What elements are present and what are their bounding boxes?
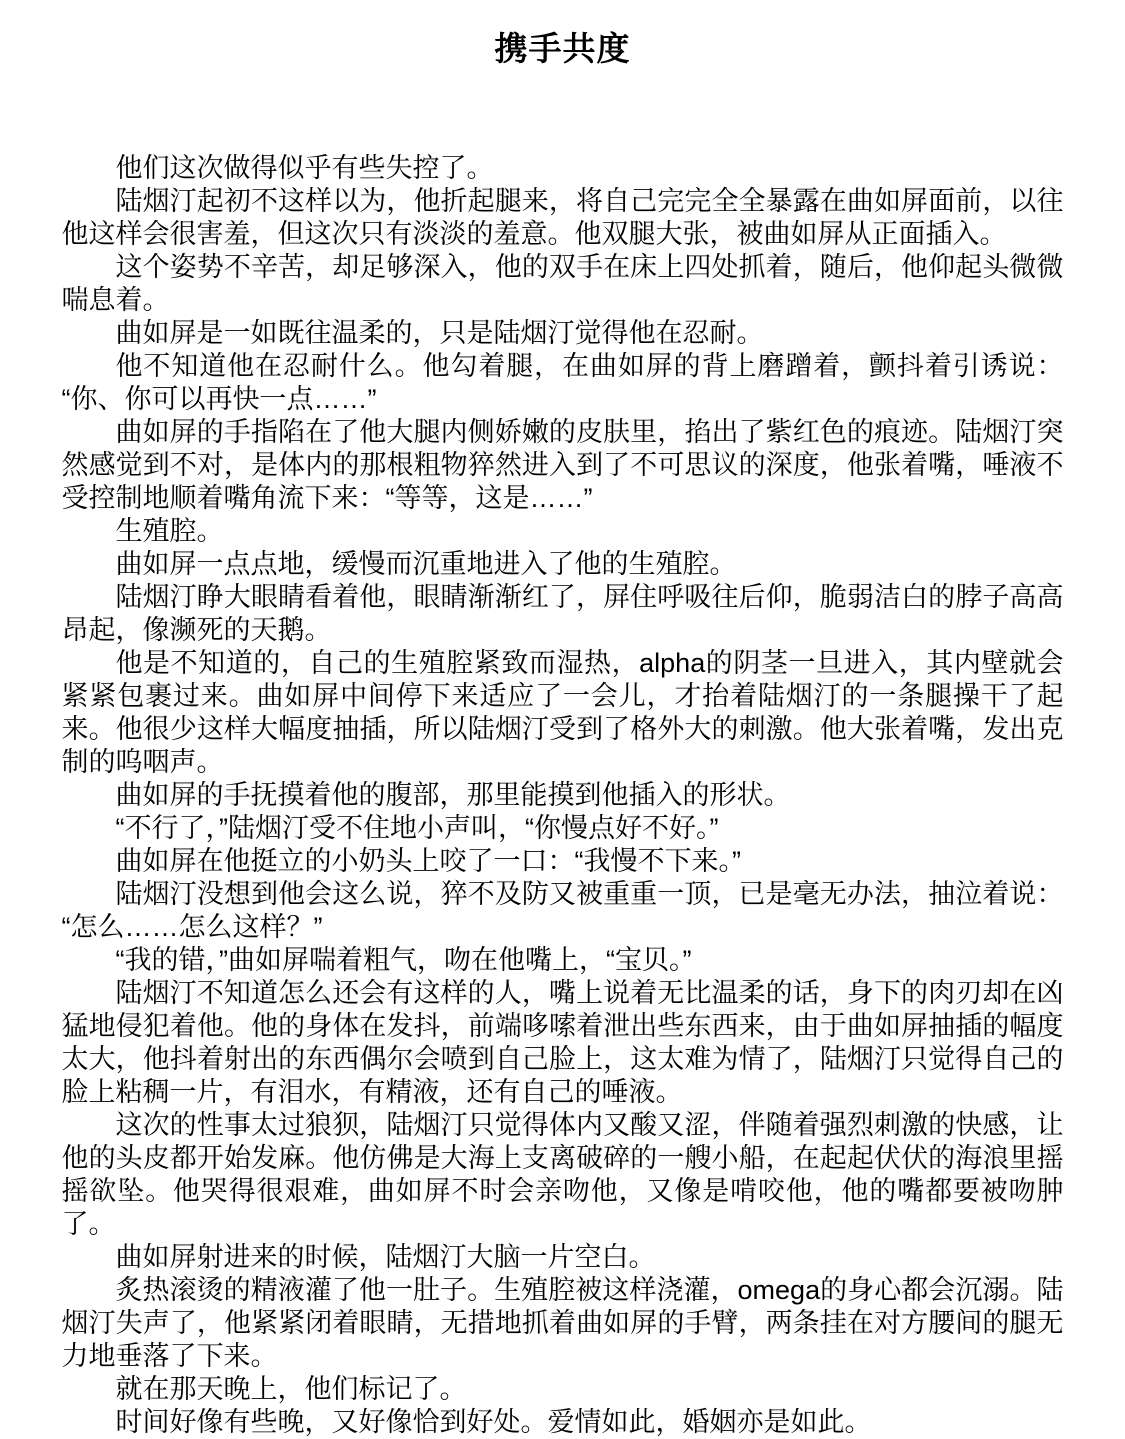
story-paragraph: 曲如屏在他挺立的小奶头上咬了一口：“我慢不下来。”	[115, 846, 741, 876]
story-paragraph: 他是不知道的，自己的生殖腔紧致而湿热，alpha的阴茎一旦进入，其内壁就会紧紧包裹过来。曲如屏中间停下来适应了一会儿，才抬着陆烟汀的一条腿操干了起来。他很少这样大幅度抽插，所以陆烟汀受到了格外大的刺激。他大张着嘴，发出克制的呜咽声。	[61, 648, 1064, 777]
story-paragraph: 曲如屏的手指陷在了他大腿内侧娇嫩的皮肤里，掐出了紫红色的痕迹。陆烟汀突然感觉到不对，是体内的那根粗物猝然进入到了不可思议的深度，他张着嘴，唾液不受控制地顺着嘴角流下来：“等等，这是……”	[61, 417, 1064, 513]
story-paragraph: 生殖腔。	[115, 516, 224, 546]
story-paragraph: 他不知道他在忍耐什么。他勾着腿，在曲如屏的背上磨蹭着，颤抖着引诱说：“你、你可以再快一点……”	[61, 351, 1064, 414]
story-paragraph: 就在那天晚上，他们标记了。	[115, 1374, 467, 1404]
story-paragraph: 曲如屏的手抚摸着他的腹部，那里能摸到他插入的形状。	[115, 780, 791, 810]
story-paragraph: 曲如屏是一如既往温柔的，只是陆烟汀觉得他在忍耐。	[115, 318, 764, 348]
story-paragraph: 曲如屏射进来的时候，陆烟汀大脑一片空白。	[115, 1242, 656, 1272]
story-paragraph: 他们这次做得似乎有些失控了。	[115, 153, 494, 183]
story-paragraph: 时间好像有些晚，又好像恰到好处。爱情如此，婚姻亦是如此。	[115, 1407, 872, 1437]
story-paragraph: 这个姿势不辛苦，却足够深入，他的双手在床上四处抓着，随后，他仰起头微微喘息着。	[61, 252, 1064, 315]
story-paragraph: “我的错，”曲如屏喘着粗气，吻在他嘴上，“宝贝。”	[115, 945, 692, 975]
story-paragraph: 炙热滚烫的精液灌了他一肚子。生殖腔被这样浇灌，omega的身心都会沉溺。陆烟汀失声了，他紧紧闭着眼睛，无措地抓着曲如屏的手臂，两条挂在对方腰间的腿无力地垂落了下来。	[61, 1275, 1064, 1371]
story-body	[62, 152, 1064, 1439]
page-title: 携手共度	[494, 30, 631, 67]
story-paragraph: 陆烟汀起初不这样以为，他折起腿来，将自己完完全全暴露在曲如屏面前，以往他这样会很害羞，但这次只有淡淡的羞意。他双腿大张，被曲如屏从正面插入。	[61, 186, 1064, 249]
story-paragraph: 陆烟汀睁大眼睛看着他，眼睛渐渐红了，屏住呼吸往后仰，脆弱洁白的脖子高高昂起，像濒死的天鹅。	[61, 582, 1064, 645]
story-paragraph: 曲如屏一点点地，缓慢而沉重地进入了他的生殖腔。	[115, 549, 737, 579]
story-paragraph: 这次的性事太过狼狈，陆烟汀只觉得体内又酸又涩，伴随着强烈刺激的快感，让他的头皮都开始发麻。他仿佛是大海上支离破碎的一艘小船，在起起伏伏的海浪里摇摇欲坠。他哭得很艰难，曲如屏不时会亲吻他，又像是啃咬他，他的嘴都要被吻肿了。	[61, 1110, 1064, 1239]
story-paragraph: 陆烟汀不知道怎么还会有这样的人，嘴上说着无比温柔的话，身下的肉刃却在凶猛地侵犯着他。他的身体在发抖，前端哆嗦着泄出些东西来，由于曲如屏抽插的幅度太大，他抖着射出的东西偶尔会喷到自己脸上，这太难为情了，陆烟汀只觉得自己的脸上粘稠一片，有泪水，有精液，还有自己的唾液。	[61, 978, 1064, 1107]
story-paragraph: “不行了，”陆烟汀受不住地小声叫，“你慢点好不好。”	[115, 813, 719, 843]
story-paragraph: 陆烟汀没想到他会这么说，猝不及防又被重重一顶，已是毫无办法，抽泣着说：“怎么……怎么这样？”	[61, 879, 1064, 942]
